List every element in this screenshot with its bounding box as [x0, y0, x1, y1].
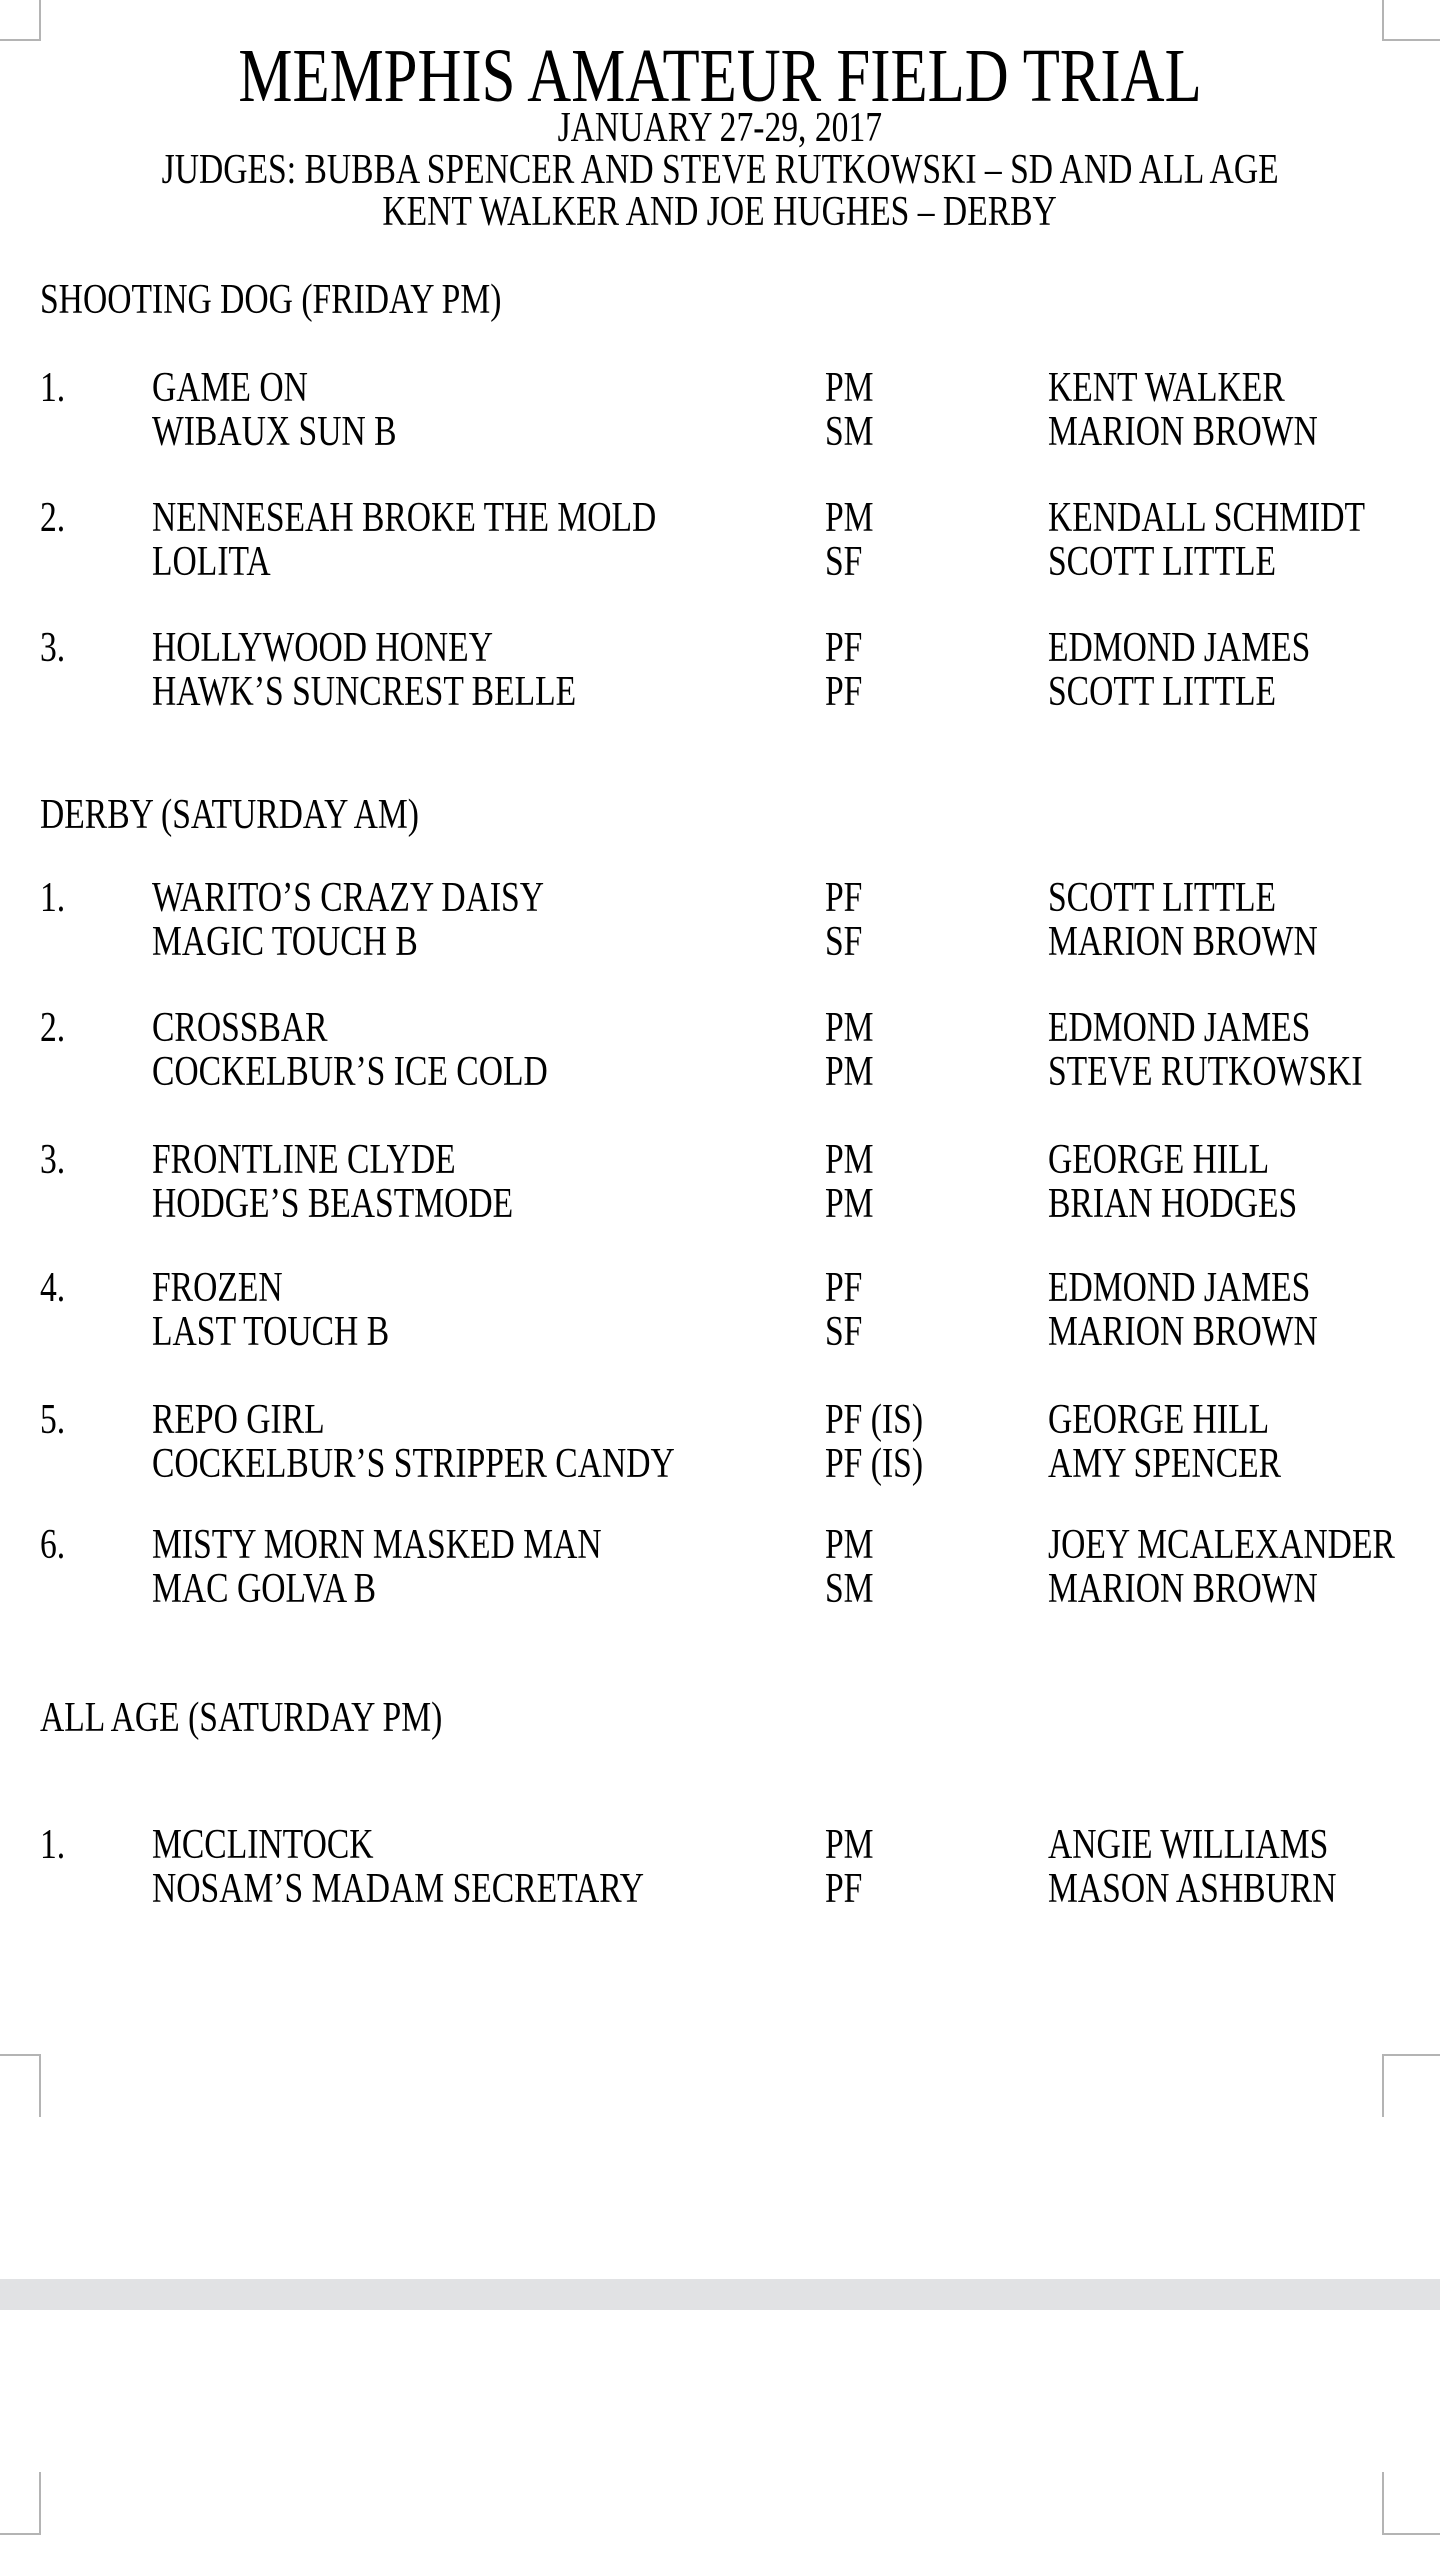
dog-name: NENNESEAH BROKE THE MOLD — [152, 495, 657, 541]
entry-row — [0, 1266, 1440, 1310]
crop-mark-page2-top-left-horizontal — [0, 2533, 41, 2535]
crop-mark-bottom-right-horizontal — [1382, 2054, 1440, 2056]
crop-mark-page2-top-right-vertical — [1382, 2472, 1384, 2535]
dog-name: LOLITA — [152, 539, 271, 585]
sex-code: SM — [825, 1566, 874, 1612]
handler-name: MARION BROWN — [1048, 919, 1318, 965]
sex-code: PF (IS) — [825, 1397, 924, 1443]
section-heading-all-age: ALL AGE (SATURDAY PM) — [40, 1695, 443, 1741]
document-date-line — [0, 106, 1440, 150]
dog-name: REPO GIRL — [152, 1397, 325, 1443]
sex-code: PM — [825, 1137, 874, 1183]
judges-derby: KENT WALKER AND JOE HUGHES – DERBY — [382, 189, 1058, 235]
dog-name: HODGE’S BEASTMODE — [152, 1181, 514, 1227]
sex-code: PM — [825, 1181, 874, 1227]
entry-row — [0, 1182, 1440, 1226]
handler-name: EDMOND JAMES — [1048, 625, 1311, 671]
dog-name: WARITO’S CRAZY DAISY — [152, 875, 545, 921]
handler-name: SCOTT LITTLE — [1048, 669, 1277, 715]
entry-number: 5. — [40, 1397, 66, 1443]
dog-name: MISTY MORN MASKED MAN — [152, 1522, 602, 1568]
dog-name: MAC GOLVA B — [152, 1566, 377, 1612]
entry-number: 2. — [40, 495, 66, 541]
entry-row — [0, 1398, 1440, 1442]
entry-row — [0, 670, 1440, 714]
sex-code: SF — [825, 919, 863, 965]
entry-number: 6. — [40, 1522, 66, 1568]
sex-code: PF — [825, 875, 863, 921]
entry-row — [0, 1050, 1440, 1094]
sex-code: SF — [825, 539, 863, 585]
handler-name: MASON ASHBURN — [1048, 1866, 1337, 1912]
handler-name: EDMOND JAMES — [1048, 1265, 1311, 1311]
crop-mark-bottom-left-horizontal — [0, 2054, 41, 2056]
handler-name: KENT WALKER — [1048, 365, 1285, 411]
dog-name: WIBAUX SUN B — [152, 409, 397, 455]
entry-number: 3. — [40, 1137, 66, 1183]
entry-number: 1. — [40, 365, 66, 411]
entry-number: 4. — [40, 1265, 66, 1311]
crop-mark-top-right-vertical — [1382, 0, 1384, 41]
entry-row — [0, 1523, 1440, 1567]
handler-name: ANGIE WILLIAMS — [1048, 1822, 1329, 1868]
entry-row — [0, 1006, 1440, 1050]
sex-code: PM — [825, 1822, 874, 1868]
event-date: JANUARY 27-29, 2017 — [557, 105, 883, 151]
section-heading-row — [0, 278, 1440, 322]
judges-line-2 — [0, 190, 1440, 234]
dog-name: CROSSBAR — [152, 1005, 328, 1051]
entry-row — [0, 1867, 1440, 1911]
handler-name: GEORGE HILL — [1048, 1137, 1270, 1183]
crop-mark-top-left-vertical — [39, 0, 41, 41]
section-heading-row — [0, 793, 1440, 837]
judges-line-1 — [0, 148, 1440, 192]
dog-name: HAWK’S SUNCREST BELLE — [152, 669, 577, 715]
sex-code: PM — [825, 365, 874, 411]
entry-row — [0, 366, 1440, 410]
entry-row — [0, 1310, 1440, 1354]
handler-name: BRIAN HODGES — [1048, 1181, 1298, 1227]
entry-number: 1. — [40, 1822, 66, 1868]
sex-code: SF — [825, 1309, 863, 1355]
dog-name: FROZEN — [152, 1265, 283, 1311]
sex-code: PF — [825, 1265, 863, 1311]
handler-name: STEVE RUTKOWSKI — [1048, 1049, 1363, 1095]
entry-row — [0, 1442, 1440, 1486]
sex-code: PF — [825, 625, 863, 671]
sex-code: PF — [825, 669, 863, 715]
sex-code: PM — [825, 1049, 874, 1095]
entry-row — [0, 920, 1440, 964]
entry-row — [0, 626, 1440, 670]
dog-name: GAME ON — [152, 365, 308, 411]
handler-name: EDMOND JAMES — [1048, 1005, 1311, 1051]
sex-code: SM — [825, 409, 874, 455]
sex-code: PF (IS) — [825, 1441, 924, 1487]
handler-name: KENDALL SCHMIDT — [1048, 495, 1366, 541]
crop-mark-page2-top-left-vertical — [39, 2472, 41, 2535]
dog-name: MAGIC TOUCH B — [152, 919, 418, 965]
dog-name: NOSAM’S MADAM SECRETARY — [152, 1866, 645, 1912]
page-separator-bar — [0, 2279, 1440, 2310]
entry-row — [0, 1138, 1440, 1182]
judges-sd-allage: JUDGES: BUBBA SPENCER AND STEVE RUTKOWSKI – SD AND ALL AGE — [161, 147, 1279, 193]
section-heading-row — [0, 1696, 1440, 1740]
dog-name: COCKELBUR’S STRIPPER CANDY — [152, 1441, 675, 1487]
entry-row — [0, 410, 1440, 454]
sex-code: PM — [825, 1005, 874, 1051]
handler-name: GEORGE HILL — [1048, 1397, 1270, 1443]
dog-name: COCKELBUR’S ICE COLD — [152, 1049, 548, 1095]
entry-row — [0, 1567, 1440, 1611]
sex-code: PM — [825, 495, 874, 541]
section-heading-shooting-dog: SHOOTING DOG (FRIDAY PM) — [40, 277, 502, 323]
entry-row — [0, 496, 1440, 540]
handler-name: SCOTT LITTLE — [1048, 539, 1277, 585]
entry-row — [0, 1823, 1440, 1867]
crop-mark-page2-top-right-horizontal — [1382, 2533, 1440, 2535]
handler-name: MARION BROWN — [1048, 409, 1318, 455]
dog-name: LAST TOUCH B — [152, 1309, 390, 1355]
dog-name: FRONTLINE CLYDE — [152, 1137, 456, 1183]
crop-mark-bottom-right-vertical — [1382, 2054, 1384, 2117]
handler-name: SCOTT LITTLE — [1048, 875, 1277, 921]
crop-mark-bottom-left-vertical — [39, 2054, 41, 2117]
entry-number: 1. — [40, 875, 66, 921]
entry-row — [0, 876, 1440, 920]
dog-name: MCCLINTOCK — [152, 1822, 374, 1868]
section-heading-derby: DERBY (SATURDAY AM) — [40, 792, 419, 838]
handler-name: MARION BROWN — [1048, 1309, 1318, 1355]
entry-row — [0, 540, 1440, 584]
entry-number: 3. — [40, 625, 66, 671]
entry-number: 2. — [40, 1005, 66, 1051]
sex-code: PF — [825, 1866, 863, 1912]
sex-code: PM — [825, 1522, 874, 1568]
dog-name: HOLLYWOOD HONEY — [152, 625, 493, 671]
handler-name: JOEY MCALEXANDER — [1048, 1522, 1395, 1568]
document-title-line — [0, 36, 1440, 116]
handler-name: AMY SPENCER — [1048, 1441, 1282, 1487]
page-title: MEMPHIS AMATEUR FIELD TRIAL — [238, 34, 1202, 118]
handler-name: MARION BROWN — [1048, 1566, 1318, 1612]
